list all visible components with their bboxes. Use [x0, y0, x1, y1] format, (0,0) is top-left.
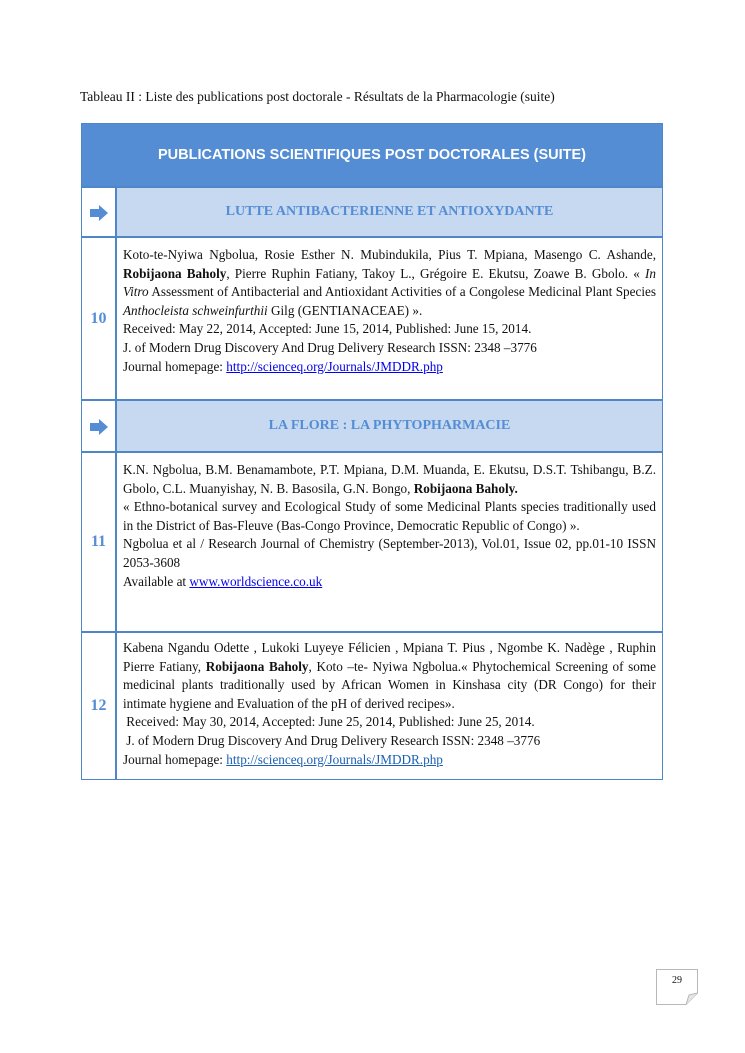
journal-info: J. of Modern Drug Discovery And Drug Delivery Research ISSN: 2348 –3776 — [123, 339, 537, 355]
publication-row-10 — [82, 236, 662, 399]
citation-text — [123, 639, 656, 713]
journal-info: Ngbolua et al / Research Journal of Chemistry (September-2013), Vol.01, Issue 02, pp.01-10 ISSN 2053-3608 — [123, 536, 656, 570]
title-text: Gilg (GENTIANACEAE) ». — [267, 302, 423, 318]
available-label: Available at — [123, 573, 190, 589]
publication-title: « Ethno-botanical survey and Ecological Study of some Medicinal Plants species traditionally used in the District of Bas-Fleuve (Bas-Congo Province, Democratic Republic of Congo) ». — [123, 499, 656, 533]
publications-table — [81, 123, 663, 780]
journal-homepage-link[interactable]: http://scienceq.org/Journals/JMDDR.php — [226, 358, 443, 374]
authors-text: Koto-te-Nyiwa Ngbolua, Rosie Esther N. Mubindukila, Pius T. Mpiana, Masengo C. Ashande, — [123, 247, 656, 262]
publication-dates: Received: May 22, 2014, Accepted: June 15, 2014, Published: June 15, 2014. — [123, 321, 532, 337]
highlighted-author: Robijaona Baholy — [205, 658, 309, 674]
publication-number: 11 — [82, 453, 117, 631]
authors-text: Kabena Ngandu Odette , Lukoki Luyeye Félicien , Mpiana T. Pius , Ngombe K. Nadège , Ruphin Pierre Fatiany, — [123, 640, 656, 674]
table-caption: Tableau II : Liste des publications post doctorale - Résultats de la Pharmacologie (suite) — [80, 89, 555, 104]
highlighted-author: Robijaona Baholy. — [413, 480, 518, 496]
journal-homepage — [123, 358, 656, 377]
page-number-box — [656, 969, 698, 1005]
publication-number: 10 — [82, 238, 117, 399]
publication-row-11 — [82, 451, 662, 631]
arrow-right-icon — [90, 205, 108, 219]
section-title: LUTTE ANTIBACTERIENNE ET ANTIOXYDANTE — [117, 188, 662, 236]
publication-number: 12 — [82, 633, 117, 779]
section-row-antibacterial — [82, 188, 662, 236]
authors-text: K.N. Ngbolua, B.M. Benamambote, P.T. Mpiana, D.M. Muanda, E. Ekutsu, D.S.T. Tshibangu, B.Z. Gbolo, C.L. Muanyishay, N. B. Basosila, G.N. Bongo, — [123, 462, 656, 496]
publication-row-12 — [82, 631, 662, 779]
authors-text: , Pierre Ruphin Fatiany, Takoy L., Grégoire E. Ekutsu, Zoawe B. Gbolo. « — [226, 265, 645, 281]
title-italic: In Vitro — [123, 265, 656, 300]
availability — [123, 573, 656, 592]
publication-entry — [117, 453, 662, 631]
page-number: 29 — [672, 975, 682, 986]
section-title: LA FLORE : LA PHYTOPHARMACIE — [117, 401, 662, 451]
citation-text — [123, 246, 656, 320]
journal-homepage-link[interactable]: http://scienceq.org/Journals/JMDDR.php — [226, 751, 443, 767]
worldscience-link[interactable]: www.worldscience.co.uk — [189, 573, 323, 589]
table-header: PUBLICATIONS SCIENTIFIQUES POST DOCTORALES (SUITE) — [82, 124, 662, 188]
highlighted-author: Robijaona Baholy — [123, 265, 227, 281]
publication-entry — [117, 238, 662, 399]
section-marker — [82, 188, 117, 236]
citation-text — [123, 461, 656, 498]
publication-dates: Received: May 30, 2014, Accepted: June 25, 2014, Published: June 25, 2014. — [123, 714, 535, 730]
section-marker — [82, 401, 117, 451]
species-name: Anthocleista schweinfurthii — [123, 302, 268, 318]
arrow-right-icon — [90, 419, 108, 433]
journal-homepage — [123, 751, 656, 770]
section-row-phytopharmacie — [82, 399, 662, 451]
title-text: Assessment of Antibacterial and Antioxidant Activities of a Congolese Medicinal Plant Species — [148, 284, 656, 300]
journal-info: J. of Modern Drug Discovery And Drug Delivery Research ISSN: 2348 –3776 — [123, 732, 541, 748]
homepage-label: Journal homepage: — [123, 358, 227, 374]
authors-text: , Koto –te- Nyiwa Ngbolua.« Phytochemical Screening of some medicinal plants traditionally used by African Women in Kinshasa city (DR Congo) for their intimate hygiene and Evaluation of the pH of derived recipes». — [123, 658, 656, 711]
homepage-label: Journal homepage: — [123, 751, 227, 767]
publication-entry — [117, 633, 662, 779]
